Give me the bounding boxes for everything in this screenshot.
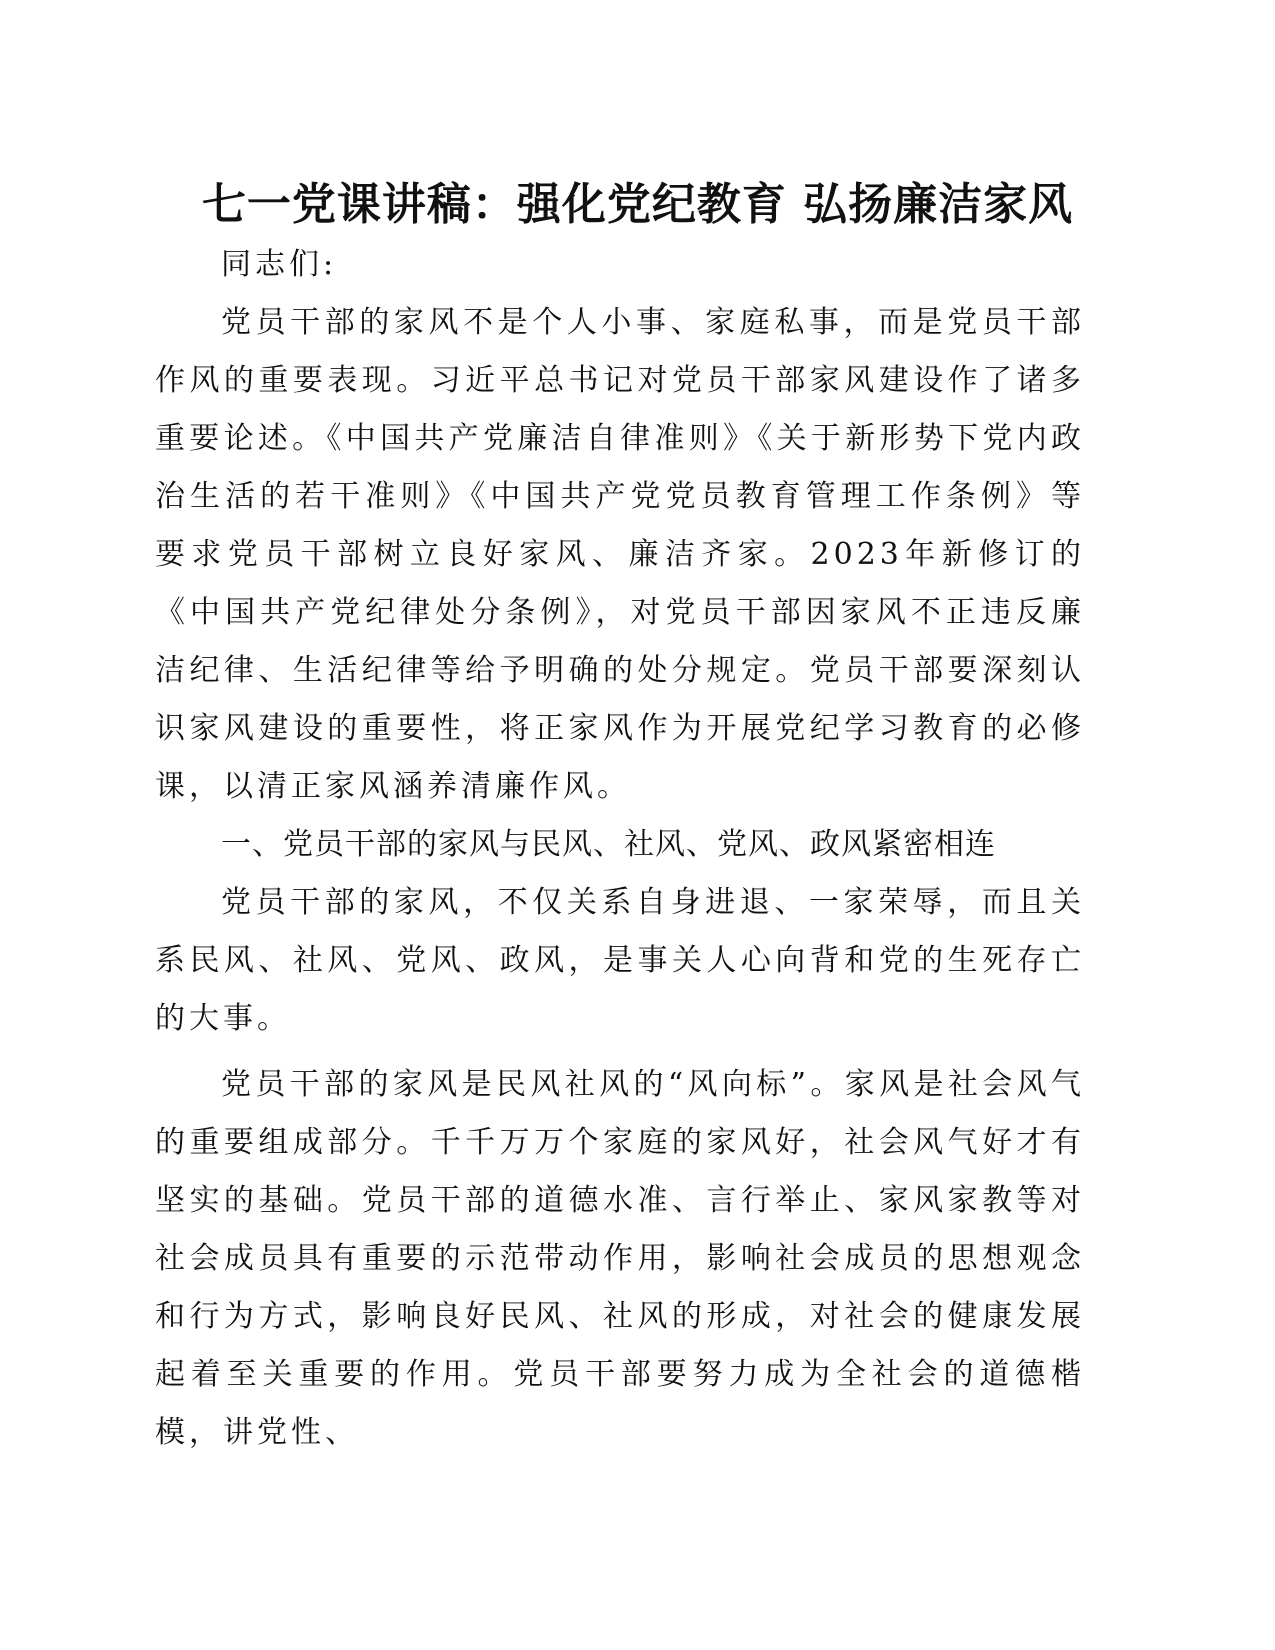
- intro-paragraph: 党员干部的家风不是个人小事、家庭私事，而是党员干部作风的重要表现。习近平总书记对党员干部家风建设作了诸多重要论述。《中国共产党廉洁自律准则》《关于新形势下党内政治生活的若干准则》《中国共产党党员教育管理工作条例》等要求党员干部树立良好家风、廉洁齐家。2023年新修订的《中国共产党纪律处分条例》，对党员干部因家风不正违反廉洁纪律、生活纪律等给予明确的处分规定。党员干部要深刻认识家风建设的重要性，将正家风作为开展党纪学习教育的必修课，以清正家风涵养清廉作风。: [155, 305, 1085, 804]
- document-body: [155, 236, 1085, 1462]
- document-title: 七一党课讲稿：强化党纪教育 弘扬廉洁家风: [201, 179, 1074, 230]
- section-paragraph-1: 党员干部的家风，不仅关系自身进退、一家荣辱，而且关系民风、社风、党风、政风，是事关人心向背和党的生死存亡的大事。: [155, 885, 1085, 1036]
- section-paragraph-2: 党员干部的家风是民风社风的“风向标”。家风是社会风气的重要组成部分。千千万万个家庭的家风好，社会风气好才有坚实的基础。党员干部的道德水准、言行举止、家风家教等对社会成员具有重要的示范带动作用，影响社会成员的思想观念和行为方式，影响良好民风、社风的形成，对社会的健康发展起着至关重要的作用。党员干部要努力成为全社会的道德楷模，讲党性、: [155, 1067, 1085, 1450]
- salutation: 同志们:: [221, 247, 338, 282]
- section-heading: 一、党员干部的家风与民风、社风、党风、政风紧密相连: [221, 827, 996, 862]
